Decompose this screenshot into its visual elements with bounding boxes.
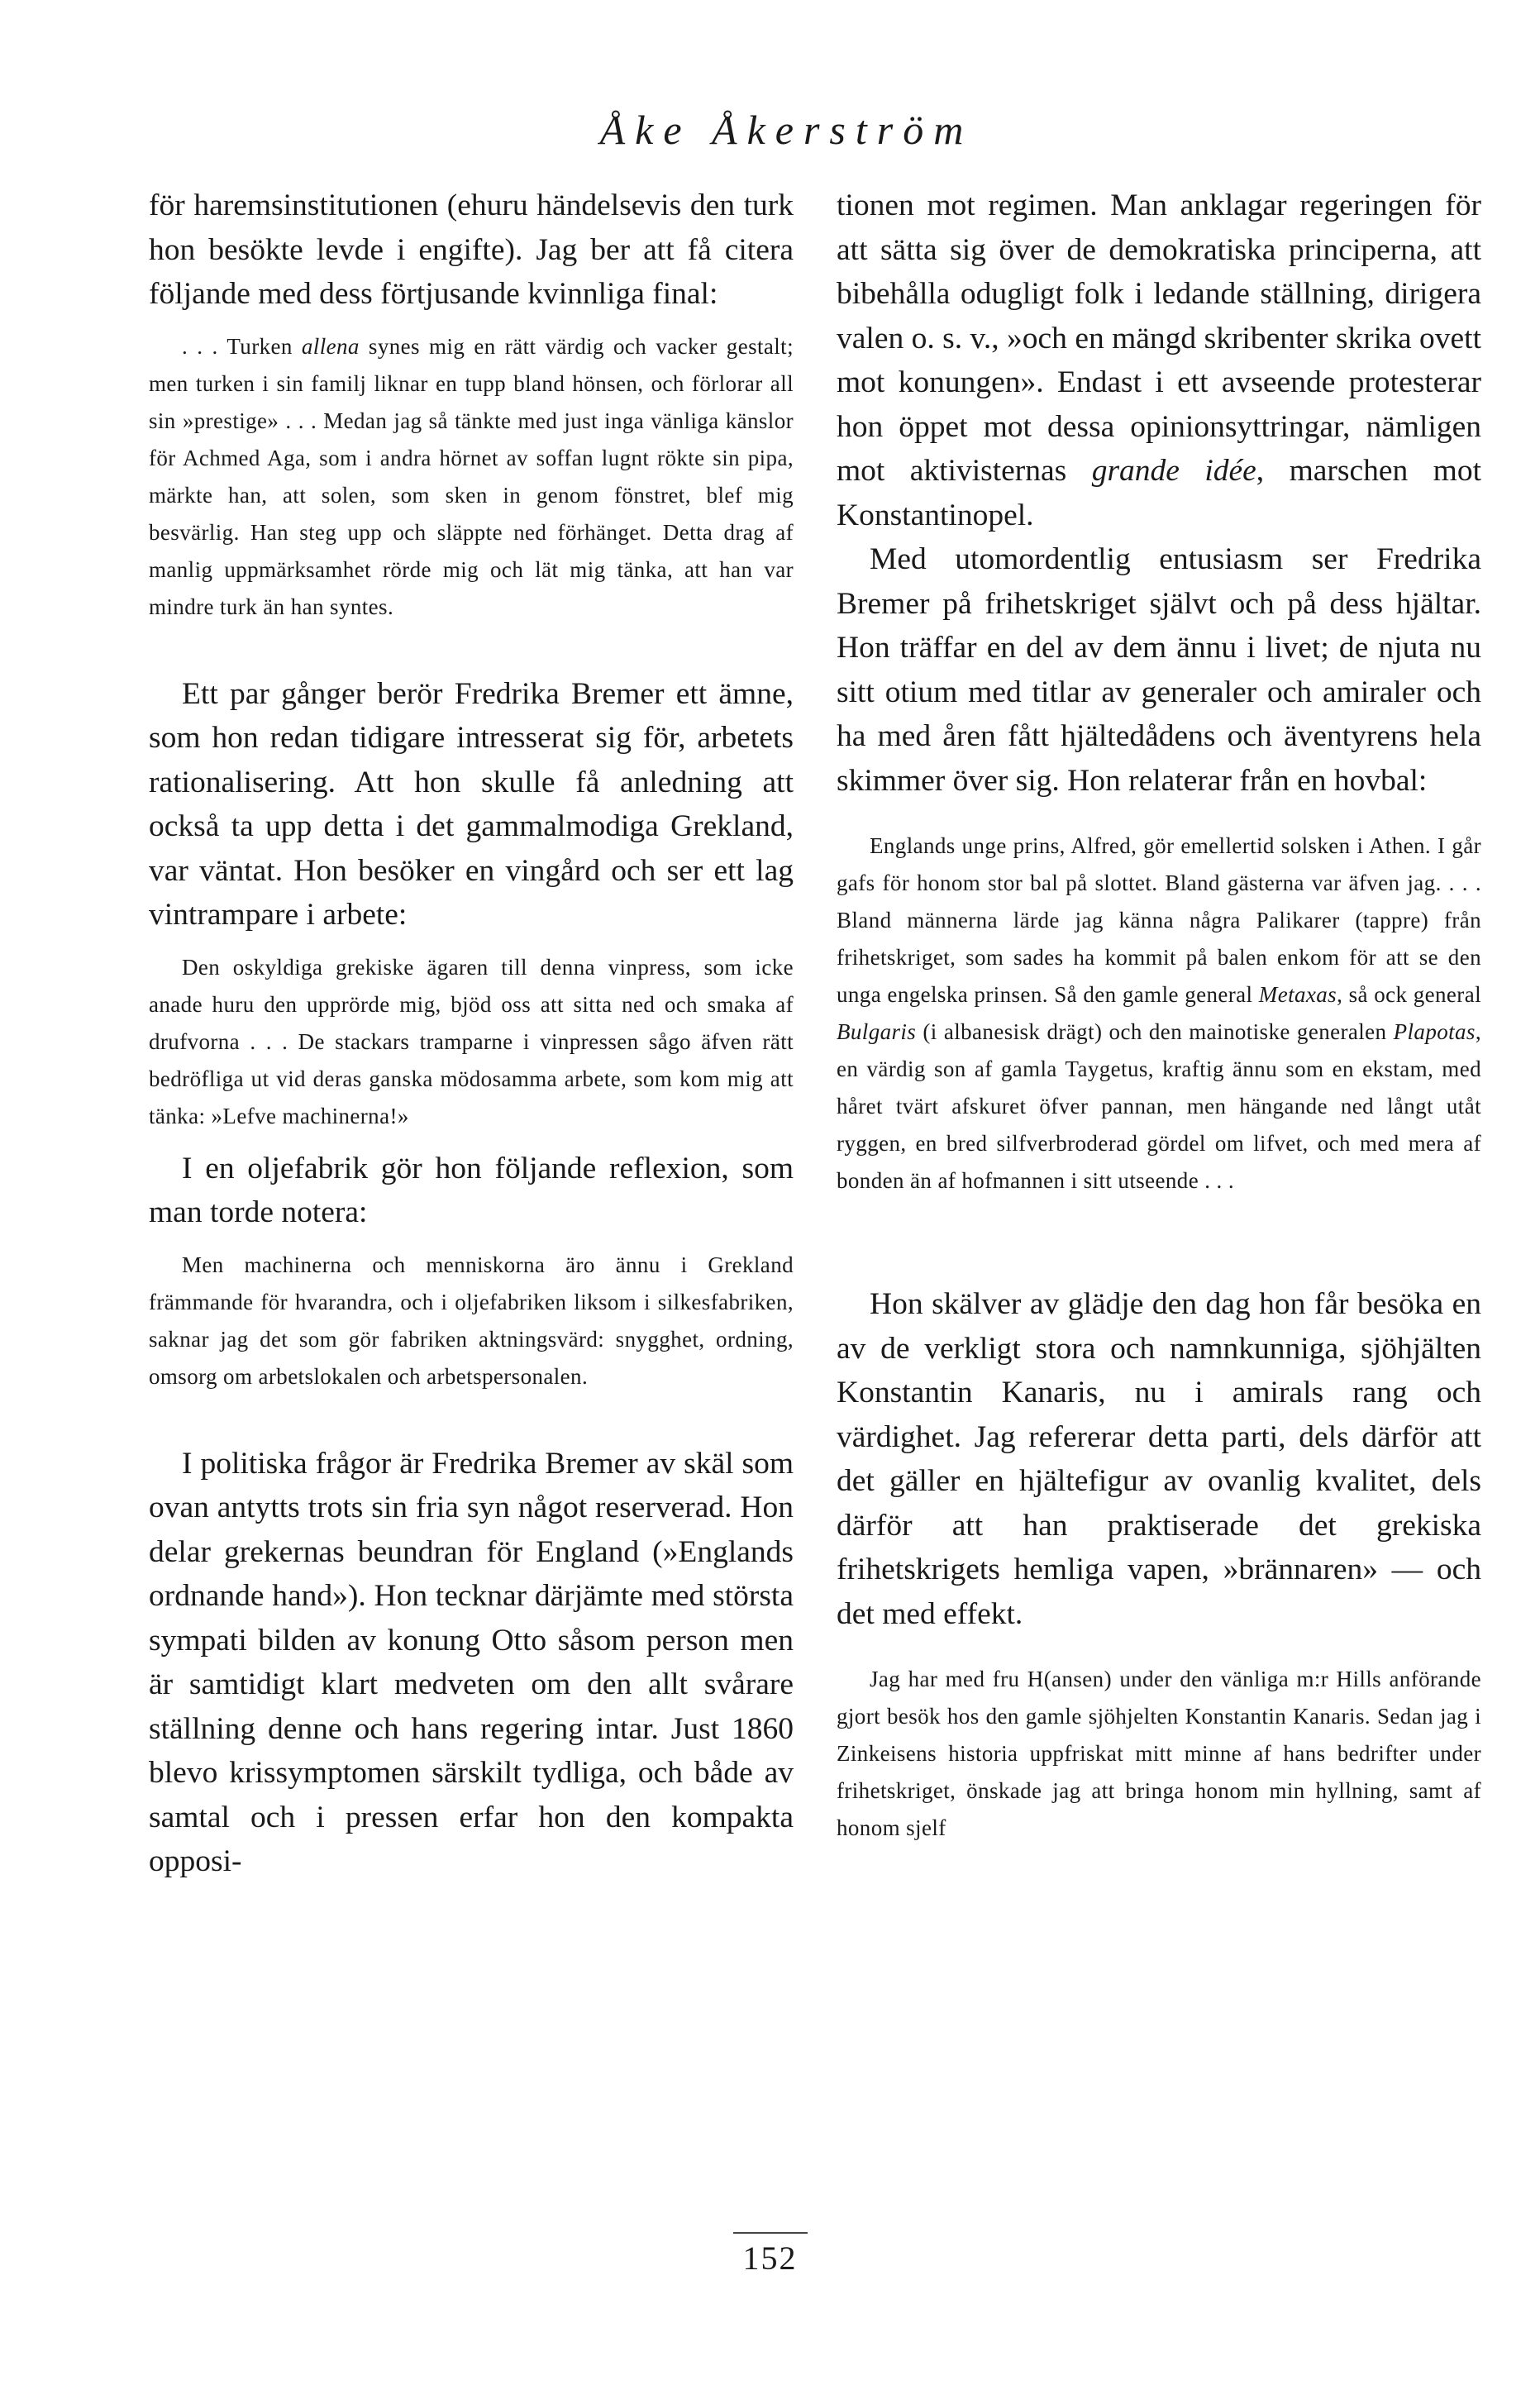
quote-text: , så ock general (1337, 982, 1481, 1007)
block-quote (837, 828, 1481, 1200)
paragraph-text: , marschen mot Konstantinopel. (837, 454, 1481, 532)
page-number: 152 (742, 2239, 798, 2277)
paragraph: Ett par gånger berör Fredrika Bremer ett ämne, som hon redan tidigare intresserat sig för, arbetets rationalisering. Att hon skulle få anledning att också ta upp detta i det gammalmodiga Grekland, var väntat. Hon besöker en vingård och ser ett lag vintrampare i arbete: (149, 676, 794, 932)
block-quote (149, 328, 794, 626)
quote-text: Englands unge prins, Alfred, gör emellertid solsken i Athen. I går gafs för honom stor bal på slottet. Bland gästerna var äfven jag. . . . Bland männerna lärde jag känna några Palikarer (tappre) från frihetskriget, som sades ha kommit på balen enkom för att se den unga engelska prinsen. Så den gamle general (837, 833, 1481, 1007)
paragraph: Med utomordentlig entusiasm ser Fredrika Bremer på frihetskriget självt och på dess hjältar. Hon träffar en del av dem ännu i livet; de njuta nu sitt otium med titlar av generaler och amiraler och ha med åren fått hjältedådens och äventyrens hela skimmer över sig. Hon relaterar från en hovbal: (837, 542, 1481, 798)
italic-term: allena (301, 333, 360, 359)
quote-text: synes mig en rätt värdig och vacker gestalt; men turken i sin familj liknar en tupp bland hönsen, och förlorar all sin »prestige» . . . Medan jag så tänkte med just inga vänliga känslor för Achmed Aga, som i andra hörnet av soffan lugnt rökte sin pipa, märkte han, att solen, som sken in genom fönstret, blef mig besvärlig. Han steg upp och släppte ned förhänget. Detta drag af manlig uppmärksamhet rörde mig och lät mig tänka, att han var mindre turk än han syntes. (149, 333, 794, 619)
running-header: Åke Åkerström (599, 107, 974, 153)
paragraph: I politiska frågor är Fredrika Bremer av skäl som ovan antytts trots sin fria syn något reserverad. Hon delar grekernas beundran för England (»Englands ordnande hand»). Hon tecknar därjämte med största sympati bilden av konung Otto såsom person men är samtidigt klart medveten om den allt svårare ställning denne och hans regering intar. Just 1860 blevo krissymptomen särskilt tydliga, och både av samtal och i pressen erfar hon den kompakta opposi- (149, 1446, 794, 1878)
italic-name: Plapotas (1393, 1019, 1476, 1044)
quote-text: . . . Turken (182, 333, 302, 359)
paragraph (837, 184, 1481, 537)
italic-name: Bulgaris (837, 1019, 917, 1044)
page-footer (0, 2232, 1540, 2278)
paragraph: Hon skälver av glädje den dag hon får besöka en av de verkligt stora och namnkunniga, sjöhjälten Konstantin Kanaris, nu i amirals rang och värdighet. Jag refererar detta parti, dels därför att det gäller en hjältefigur av ovanlig kvalitet, dels därför att han praktiserade det grekiska frihetskrigets hemliga vapen, »brännaren» — och det med effekt. (837, 1287, 1481, 1631)
paragraph: för haremsinstitutionen (ehuru händelsevis den turk hon besökte levde i engifte). Jag ber att få citera följande med dess förtjusande kvinnliga final: (149, 188, 794, 311)
paragraph-text: tionen mot regimen. Man anklagar regeringen för att sätta sig över de demokratiska principerna, att bibehålla odugligt folk i ledande ställning, dirigera valen o. s. v., »och en mängd skribenter skrika ovett mot konungen». Endast i ett avseende protesterar hon öppet mot dessa opinionsyttringar, nämligen mot aktivisternas (837, 188, 1481, 488)
footer-rule (733, 2232, 808, 2234)
quote-text: (i albanesisk drägt) och den mainotiske generalen (916, 1019, 1394, 1044)
italic-name: Metaxas (1258, 982, 1337, 1007)
left-column (149, 184, 794, 1884)
italic-term: grande idée (1091, 454, 1256, 488)
block-quote: Men machinerna och menniskorna äro ännu i Grekland främmande för hvarandra, och i oljefabriken liksom i silkesfabriken, saknar jag det som gör fabriken aktningsvärd: snygghet, ordning, omsorg om arbetslokalen och arbetspersonalen. (149, 1252, 794, 1389)
block-quote: Jag har med fru H(ansen) under den vänliga m:r Hills anförande gjort besök hos den gamle sjöhjelten Konstantin Kanaris. Sedan jag i Zinkeisens historia uppfriskat mitt minne af hans bedrifter under frihetskriget, önskade jag att bringa honom min hyllning, samt af honom sjelf (837, 1667, 1481, 1840)
right-column (837, 184, 1481, 1847)
quote-text: , en värdig son af gamla Taygetus, kraftig ännu som en ekstam, med håret tvärt afskuret öfver pannan, men hängande ned långt utåt ryggen, en bred silfverbroderad gördel om lifvet, och med mera af bonden än af hofmannen i sitt utseende . . . (837, 1019, 1481, 1193)
paragraph: I en oljefabrik gör hon följande reflexion, som man torde notera: (149, 1151, 794, 1229)
block-quote: Den oskyldiga grekiske ägaren till denna vinpress, som icke anade huru den upprörde mig, bjöd oss att sitta ned och smaka af drufvorna . . . De stackars tramparne i vinpressen sågo äfven rätt bedröfliga ut vid deras ganska mödosamma arbete, som kom mig att tänka: »Lefve machinerna!» (149, 954, 794, 1128)
